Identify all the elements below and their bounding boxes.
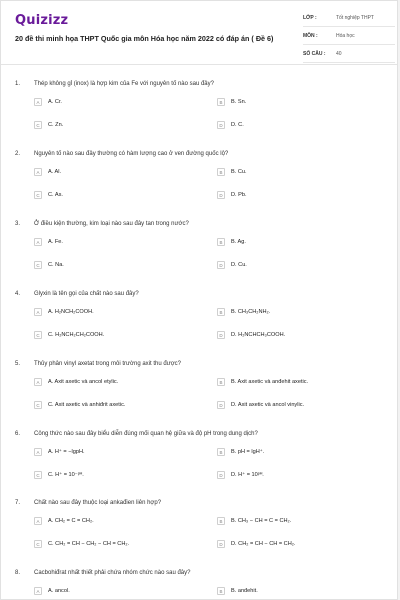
option-a[interactable] bbox=[34, 237, 63, 247]
quizizz-logo: Quizizz bbox=[15, 13, 69, 28]
meta-row-subject bbox=[303, 33, 395, 45]
meta-value: 40 bbox=[336, 51, 342, 57]
meta-key: SỐ CÂU : bbox=[303, 51, 326, 57]
worksheet-title: 20 đề thi minh họa THPT Quốc gia môn Hóa học năm 2022 có đáp án ( Đề 6) bbox=[15, 34, 274, 43]
option-text: B. Ag. bbox=[231, 239, 246, 245]
option-letter-box: B bbox=[217, 378, 225, 386]
option-text: C. Axit axetic và anhiđrit axetic. bbox=[48, 402, 126, 408]
option-b[interactable] bbox=[217, 237, 246, 247]
option-d[interactable] bbox=[217, 190, 247, 200]
question-text: Glyxin là tên gọi của chất nào sau đây? bbox=[34, 291, 139, 297]
worksheet-meta bbox=[303, 15, 395, 69]
option-a[interactable] bbox=[34, 167, 61, 177]
question-text: Thép không gỉ (inox) là hợp kim của Fe với nguyên tố nào sau đây? bbox=[34, 81, 214, 87]
option-letter-box: C bbox=[34, 331, 42, 339]
option-d[interactable] bbox=[217, 539, 296, 549]
option-text: A. H₂NCH₂COOH. bbox=[48, 309, 94, 315]
option-text: A. Axit axetic và ancol etylic. bbox=[48, 379, 119, 385]
option-letter-box: A bbox=[34, 517, 42, 525]
option-letter-box: C bbox=[34, 261, 42, 269]
option-text: C. H⁺ = 10⁻ᵖᴴ. bbox=[48, 472, 84, 478]
option-letter-box: A bbox=[34, 308, 42, 316]
option-b[interactable] bbox=[217, 97, 246, 107]
option-d[interactable] bbox=[217, 470, 264, 480]
worksheet-header bbox=[1, 1, 398, 63]
option-text: D. C. bbox=[231, 122, 244, 128]
question-number: 1. bbox=[15, 81, 21, 87]
option-b[interactable] bbox=[217, 586, 258, 596]
option-letter-box: B bbox=[217, 308, 225, 316]
question-number: 3. bbox=[15, 221, 21, 227]
option-b[interactable] bbox=[217, 447, 264, 457]
header-divider bbox=[1, 64, 398, 65]
option-c[interactable] bbox=[34, 539, 129, 549]
option-text: A. Fe. bbox=[48, 239, 63, 245]
option-text: A. CH₂ = C = CH₂. bbox=[48, 518, 94, 524]
option-a[interactable] bbox=[34, 307, 94, 317]
option-letter-box: B bbox=[217, 448, 225, 456]
question-number: 4. bbox=[15, 291, 21, 297]
option-text: D. CH₂ = CH − CH = CH₂. bbox=[231, 541, 296, 547]
question-text: Thủy phân vinyl axetat trong môi trường axit thu được? bbox=[34, 361, 181, 367]
option-letter-box: A bbox=[34, 238, 42, 246]
option-letter-box: B bbox=[217, 238, 225, 246]
question-number: 7. bbox=[15, 500, 21, 506]
option-letter-box: D bbox=[217, 191, 225, 199]
option-letter-box: C bbox=[34, 121, 42, 129]
option-b[interactable] bbox=[217, 516, 291, 526]
option-letter-box: D bbox=[217, 331, 225, 339]
option-text: B. Axit axetic và anđehit axetic. bbox=[231, 379, 309, 385]
option-c[interactable] bbox=[34, 400, 125, 410]
option-b[interactable] bbox=[217, 307, 270, 317]
option-c[interactable] bbox=[34, 190, 63, 200]
option-c[interactable] bbox=[34, 120, 63, 130]
option-text: B. anđehit. bbox=[231, 588, 258, 594]
option-text: A. ancol. bbox=[48, 588, 70, 594]
option-text: D. H⁺ = 10ᵖᴴ. bbox=[231, 472, 264, 478]
option-a[interactable] bbox=[34, 377, 118, 387]
meta-row-question-count bbox=[303, 51, 395, 63]
question-number: 2. bbox=[15, 151, 21, 157]
option-text: A. Cr. bbox=[48, 99, 62, 105]
option-text: D. Pb. bbox=[231, 192, 247, 198]
meta-key: MÔN : bbox=[303, 33, 318, 39]
option-letter-box: D bbox=[217, 471, 225, 479]
option-letter-box: D bbox=[217, 261, 225, 269]
option-a[interactable] bbox=[34, 586, 70, 596]
option-text: B. Sn. bbox=[231, 99, 247, 105]
option-text: C. As. bbox=[48, 192, 63, 198]
option-d[interactable] bbox=[217, 260, 247, 270]
option-a[interactable] bbox=[34, 516, 94, 526]
option-letter-box: D bbox=[217, 401, 225, 409]
option-d[interactable] bbox=[217, 120, 244, 130]
question-number: 6. bbox=[15, 431, 21, 437]
question-number: 8. bbox=[15, 570, 21, 576]
question-text: Công thức nào sau đây biểu diễn đúng mối quan hệ giữa và độ pH trong dung dịch? bbox=[34, 431, 258, 437]
option-text: A. H⁺ = −lgpH. bbox=[48, 449, 85, 455]
option-letter-box: B bbox=[217, 168, 225, 176]
option-c[interactable] bbox=[34, 330, 104, 340]
option-letter-box: B bbox=[217, 98, 225, 106]
option-letter-box: D bbox=[217, 540, 225, 548]
option-text: C. H₂NCH₂CH₂COOH. bbox=[48, 332, 105, 338]
option-letter-box: D bbox=[217, 121, 225, 129]
option-text: B. Cu. bbox=[231, 169, 247, 175]
option-text: C. Zn. bbox=[48, 122, 64, 128]
option-b[interactable] bbox=[217, 167, 247, 177]
meta-value: Tốt nghiệp THPT bbox=[336, 15, 374, 21]
option-text: B. CH₃ − CH = C = CH₂. bbox=[231, 518, 292, 524]
option-letter-box: A bbox=[34, 378, 42, 386]
option-letter-box: A bbox=[34, 448, 42, 456]
option-letter-box: C bbox=[34, 401, 42, 409]
question-text: Ở điều kiện thường, kim loại nào sau đây tan trong nước? bbox=[34, 221, 189, 227]
option-text: D. Axit axetic và ancol vinylic. bbox=[231, 402, 305, 408]
question-text: Nguyên tố nào sau đây thường có hàm lượng cao ở ven đường quốc lộ? bbox=[34, 151, 229, 157]
question-text: Cacbohiđrat nhất thiết phải chứa nhóm chức nào sau đây? bbox=[34, 570, 191, 576]
option-text: B. pH = lgH⁺. bbox=[231, 449, 265, 455]
option-text: A. Al. bbox=[48, 169, 62, 175]
meta-key: LỚP : bbox=[303, 15, 317, 21]
option-letter-box: A bbox=[34, 587, 42, 595]
option-text: D. Cu. bbox=[231, 262, 247, 268]
option-letter-box: B bbox=[217, 587, 225, 595]
option-letter-box: B bbox=[217, 517, 225, 525]
option-d[interactable] bbox=[217, 400, 304, 410]
option-c[interactable] bbox=[34, 260, 64, 270]
option-d[interactable] bbox=[217, 330, 285, 340]
question-number: 5. bbox=[15, 361, 21, 367]
option-letter-box: C bbox=[34, 191, 42, 199]
option-text: C. CH₂ = CH − CH₂ − CH = CH₂. bbox=[48, 541, 130, 547]
option-text: B. CH₃CH₂NH₂. bbox=[231, 309, 271, 315]
option-letter-box: A bbox=[34, 168, 42, 176]
option-text: C. Na. bbox=[48, 262, 64, 268]
option-a[interactable] bbox=[34, 447, 85, 457]
option-b[interactable] bbox=[217, 377, 308, 387]
question-text: Chất nào sau đây thuộc loại ankađien liên hợp? bbox=[34, 500, 162, 506]
option-a[interactable] bbox=[34, 97, 62, 107]
option-text: D. H₂NCHCH₃COOH. bbox=[231, 332, 286, 338]
meta-value: Hóa học bbox=[336, 33, 355, 39]
meta-row-class bbox=[303, 15, 395, 27]
option-c[interactable] bbox=[34, 470, 84, 480]
option-letter-box: C bbox=[34, 471, 42, 479]
option-letter-box: C bbox=[34, 540, 42, 548]
option-letter-box: A bbox=[34, 98, 42, 106]
